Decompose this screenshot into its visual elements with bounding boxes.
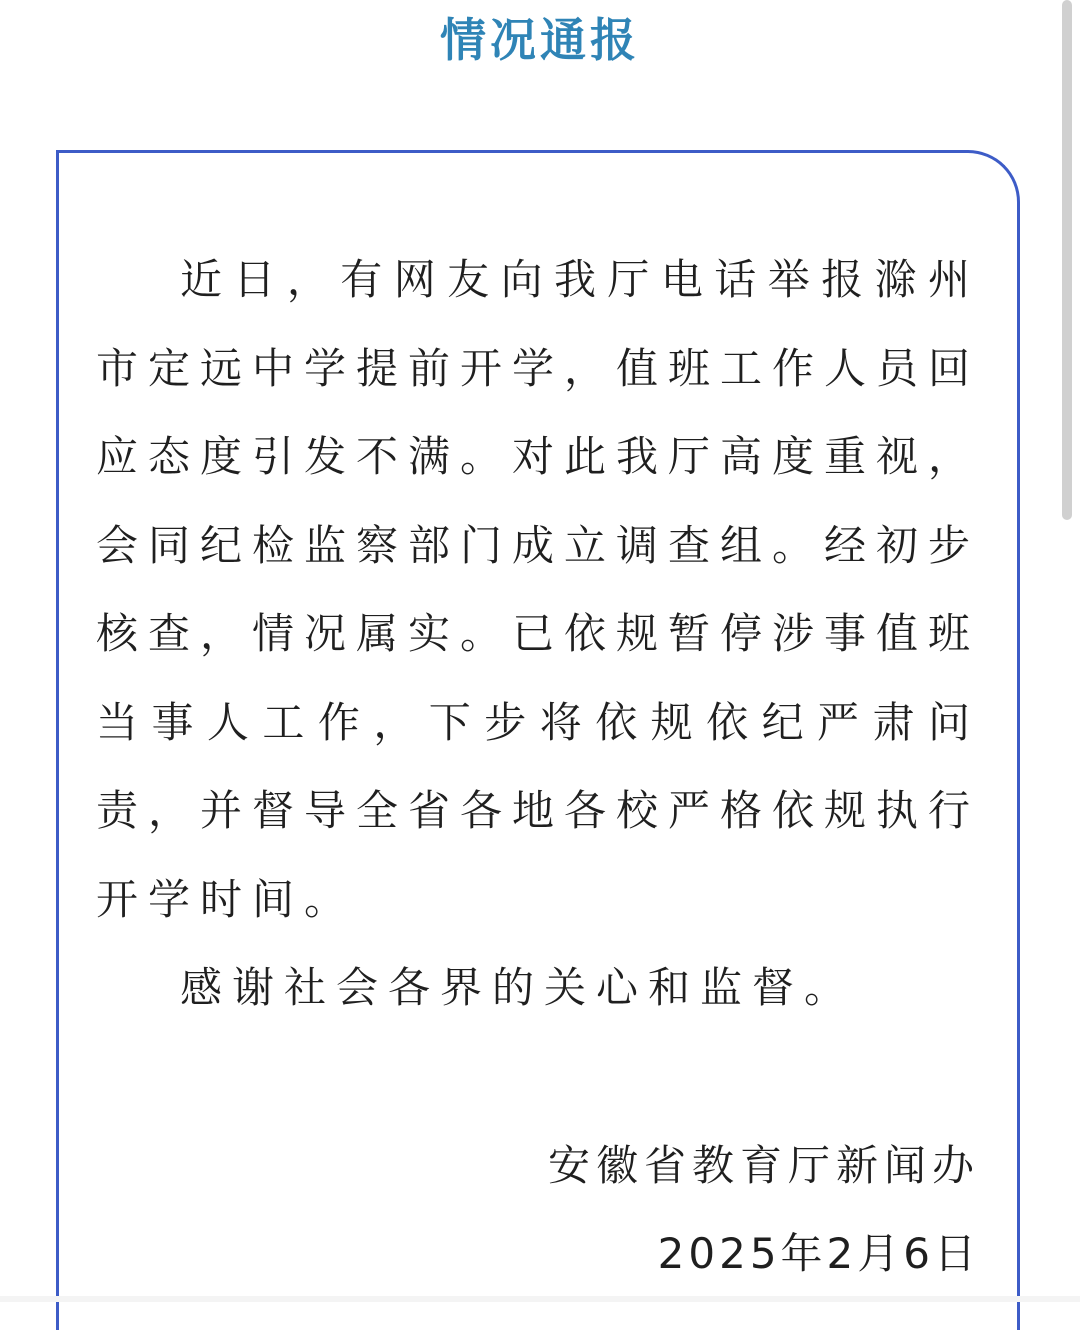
notice-thanks: 感谢社会各界的关心和监督。 [180, 963, 857, 1012]
scrollbar[interactable] [1062, 0, 1072, 520]
bottom-divider [0, 1296, 1080, 1302]
notice-date: 2025年2月6日 [657, 1229, 980, 1278]
notice-title: 情况通报 [440, 13, 640, 67]
notice-signature: 安徽省教育厅新闻办 [547, 1141, 980, 1190]
notice-body: 近日，有网友向我厅电话举报滁州市定远中学提前开学，值班工作人员回应态度引发不满。对此我厅高度重视，会同纪检监察部门成立调查组。经初步核查，情况属实。已依规暂停涉事值班当事人工作，下步将依规依纪严肃问责，并督导全省各地各校严格依规执行开学时间。 [96, 255, 981, 924]
